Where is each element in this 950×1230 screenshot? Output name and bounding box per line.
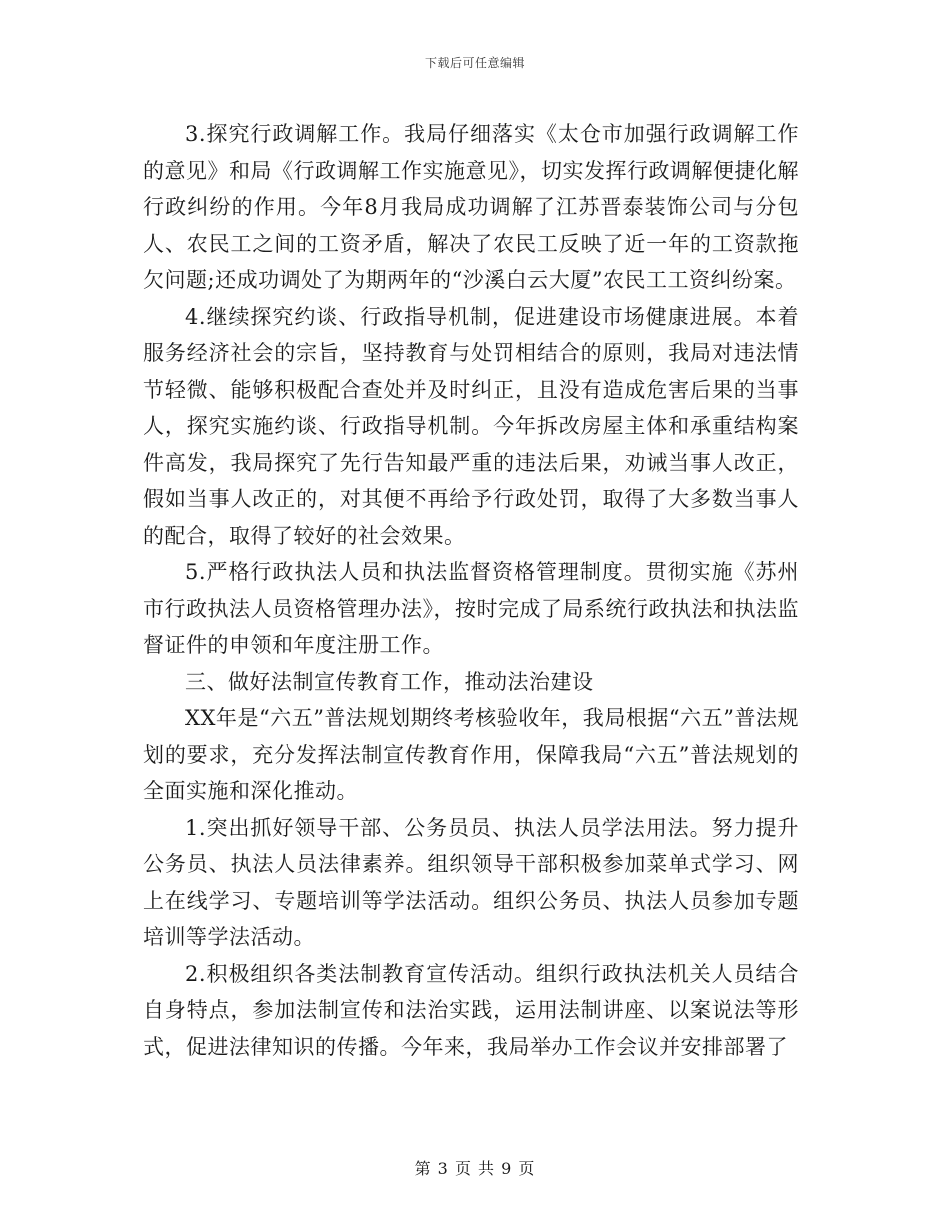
section-heading-legal-education: 三、做好法制宣传教育工作，推动法治建设	[185, 669, 594, 694]
paragraph-six-five-plan: XX年是“六五”普法规划期终考核验收年，我局根据“六五”普法规划的要求，充分发挥法制宣传教育作用，保障我局“六五”普法规划的全面实施和深化推动。	[143, 706, 799, 803]
document-body	[143, 116, 799, 1065]
page-header: 下载后可任意编辑	[424, 56, 525, 70]
paragraph-cadre-study: 1.突出抓好领导干部、公务员员、执法人员学法用法。努力提升公务员、执法人员法律素养。组织领导干部积极参加菜单式学习、网上在线学习、专题培训等学法活动。组织公务员、执法人员参加专题培训等学法活动。	[143, 815, 799, 949]
paragraph-mediation: 3.探究行政调解工作。我局仔细落实《太仓市加强行政调解工作的意见》和局《行政调解工作实施意见》，切实发挥行政调解便捷化解行政纠纷的作用。今年8月我局成功调解了江苏晋泰装饰公司与分包人、农民工之间的工资矛盾，解决了农民工反映了近一年的工资款拖欠问题;还成功调处了为期两年的“沙溪白云大厦”农民工工资纠纷案。	[143, 122, 799, 292]
paragraph-qualification-management: 5.严格行政执法人员和执法监督资格管理制度。贯彻实施《苏州市行政执法人员资格管理办法》，按时完成了局系统行政执法和执法监督证件的申领和年度注册工作。	[143, 560, 799, 657]
paragraph-publicity-activities: 2.积极组织各类法制教育宣传活动。组织行政执法机关人员结合自身特点，参加法制宣传和法治实践，运用法制讲座、以案说法等形式，促进法律知识的传播。今年来，我局举办工作会议并安排部署了	[143, 961, 799, 1059]
paragraph-interview-guidance: 4.继续探究约谈、行政指导机制，促进建设市场健康进展。本着服务经济社会的宗旨，坚持教育与处罚相结合的原则，我局对违法情节轻微、能够积极配合查处并及时纠正，且没有造成危害后果的当事人，探究实施约谈、行政指导机制。今年拆改房屋主体和承重结构案件高发，我局探究了先行告知最严重的违法后果，劝诫当事人改正，假如当事人改正的，对其便不再给予行政处罚，取得了大多数当事人的配合，取得了较好的社会效果。	[143, 304, 799, 548]
page-footer: 第 3 页 共 9 页	[414, 1159, 536, 1178]
